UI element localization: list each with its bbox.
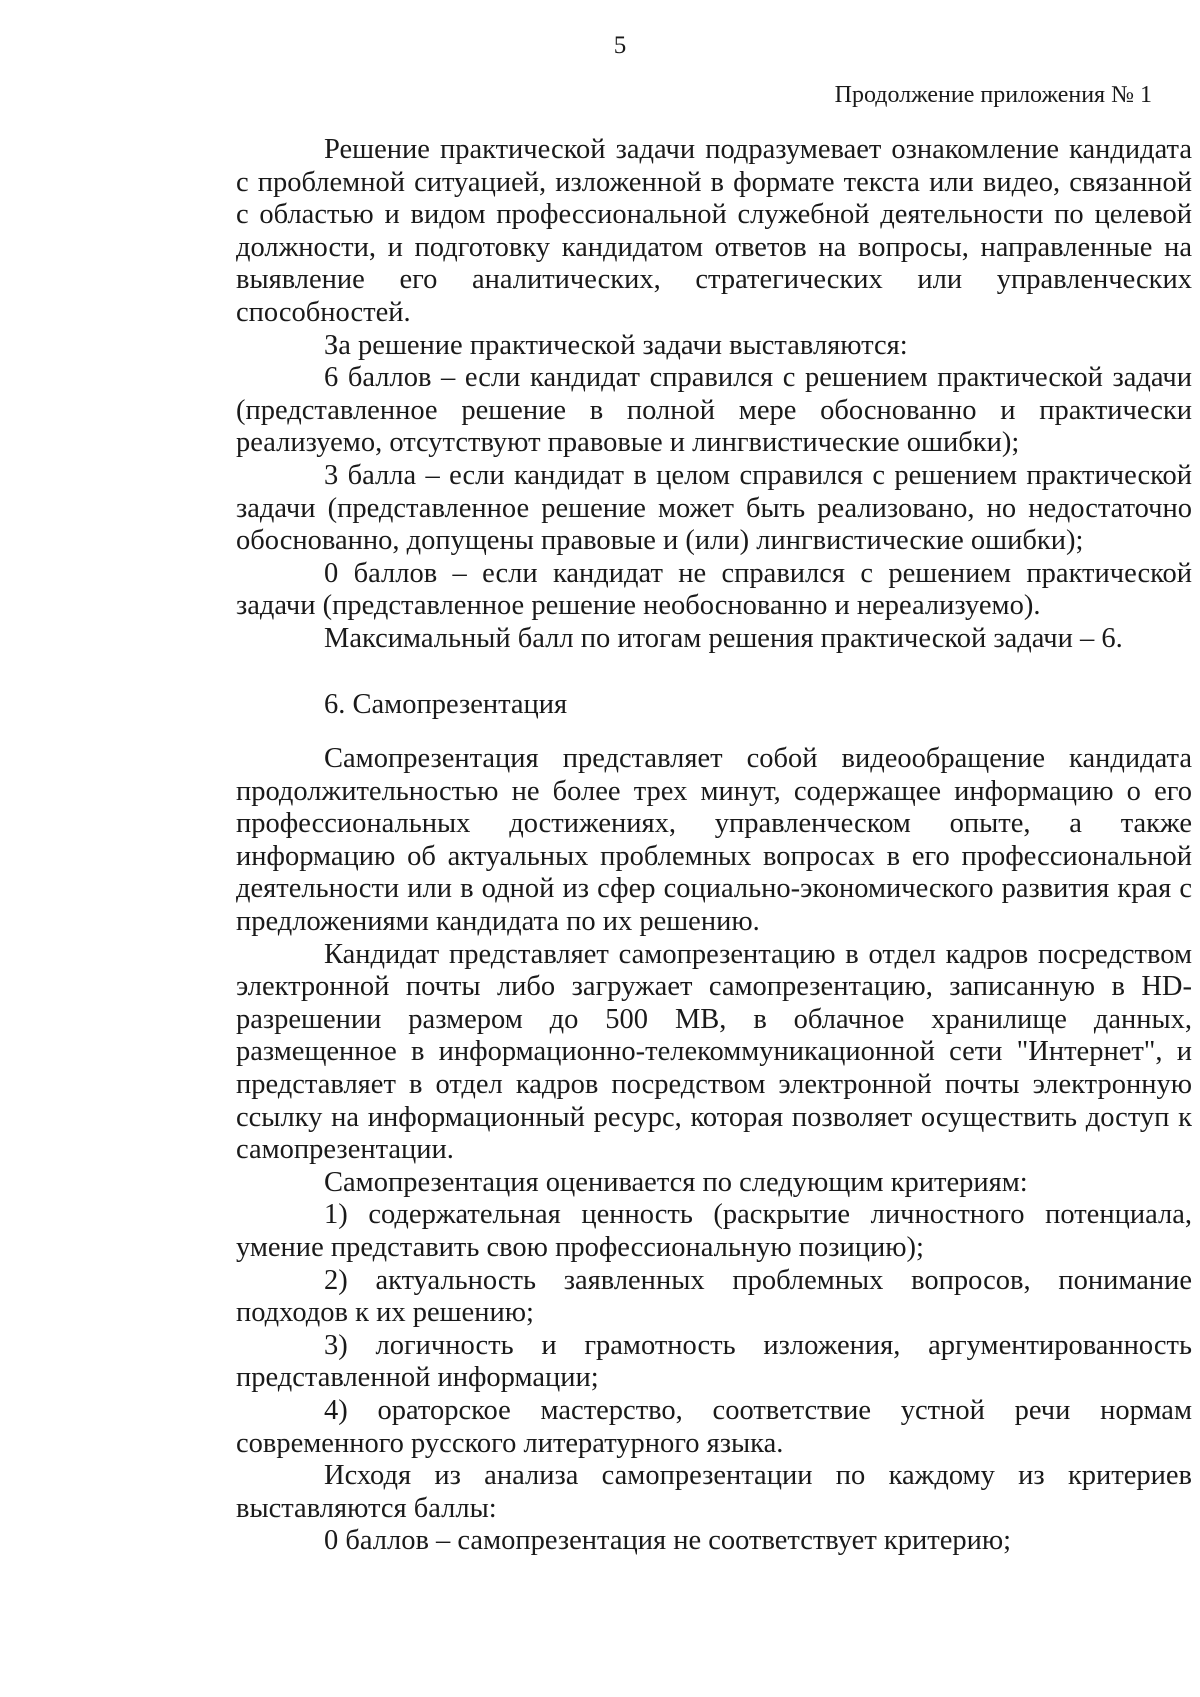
appendix-continuation-label: Продолжение приложения № 1 <box>834 82 1152 108</box>
paragraph-criterion-3: 3) логичность и грамотность изложения, аргументированность представленной информации; <box>236 1329 1192 1394</box>
section-heading-self-presentation: 6. Самопрезентация <box>324 688 568 720</box>
paragraph-scoring-intro: За решение практической задачи выставляются: <box>324 329 908 361</box>
paragraph-score-6: 6 баллов – если кандидат справился с решением практической задачи (представленное решение в полной мере обоснованно и практически реализуемо, отсутствуют правовые и лингвистические ошибки); <box>236 362 1192 459</box>
page-number: 5 <box>613 32 627 59</box>
paragraph-practical-task-description: Решение практической задачи подразумевает ознакомление кандидата с проблемной ситуацией, изложенной в формате текста или видео, связанной с областью и видом профессиональной служебной деятельности по целевой должности, и подготовку кандидатом ответов на вопросы, направленные на выявление его аналитических, стратегических или управленческих способностей. <box>236 134 1192 328</box>
paragraph-score-0: 0 баллов – если кандидат не справился с решением практической задачи (представленное решение необоснованно и нереализуемо). <box>236 557 1192 622</box>
paragraph-scoring-basis: Исходя из анализа самопрезентации по каждому из критериев выставляются баллы: <box>236 1460 1192 1524</box>
paragraph-submission-procedure: Кандидат представляет самопрезентацию в отдел кадров посредством электронной почты либо загружает самопрезентацию, записанную в HD-разрешении размером до 500 MB, в облачное хранилище данных, размещенное в информационно-телекоммуникационной сети "Интернет", и представляет в отдел кадров посредством электронной почты электронную ссылку на информационный ресурс, которая позволяет осуществить доступ к самопрезентации. <box>236 938 1192 1166</box>
paragraph-criteria-intro: Самопрезентация оценивается по следующим критериям: <box>324 1166 1028 1198</box>
paragraph-criterion-4: 4) ораторское мастерство, соответствие устной речи нормам современного русского литературного языка. <box>236 1394 1192 1459</box>
paragraph-criterion-1: 1) содержательная ценность (раскрытие личностного потенциала, умение представить свою профессиональную позицию); <box>236 1199 1192 1263</box>
paragraph-self-presentation-description: Самопрезентация представляет собой видеообращение кандидата продолжительностью не более трех минут, содержащее информацию о его профессиональных достижениях, управленческом опыте, а также информацию об актуальных проблемных вопросах в его профессиональной деятельности или в одной из сфер социально-экономического развития края с предложениями кандидата по их решению. <box>236 743 1192 938</box>
paragraph-max-score: Максимальный балл по итогам решения практической задачи – 6. <box>324 622 1123 654</box>
paragraph-criterion-2: 2) актуальность заявленных проблемных вопросов, понимание подходов к их решению; <box>236 1264 1192 1329</box>
document-body <box>236 134 1192 1558</box>
paragraph-zero-points: 0 баллов – самопрезентация не соответствует критерию; <box>324 1525 1012 1557</box>
paragraph-score-3: 3 балла – если кандидат в целом справился с решением практической задачи (представленное решение может быть реализовано, но недостаточно обоснованно, допущены правовые и (или) лингвистические ошибки); <box>236 459 1192 557</box>
